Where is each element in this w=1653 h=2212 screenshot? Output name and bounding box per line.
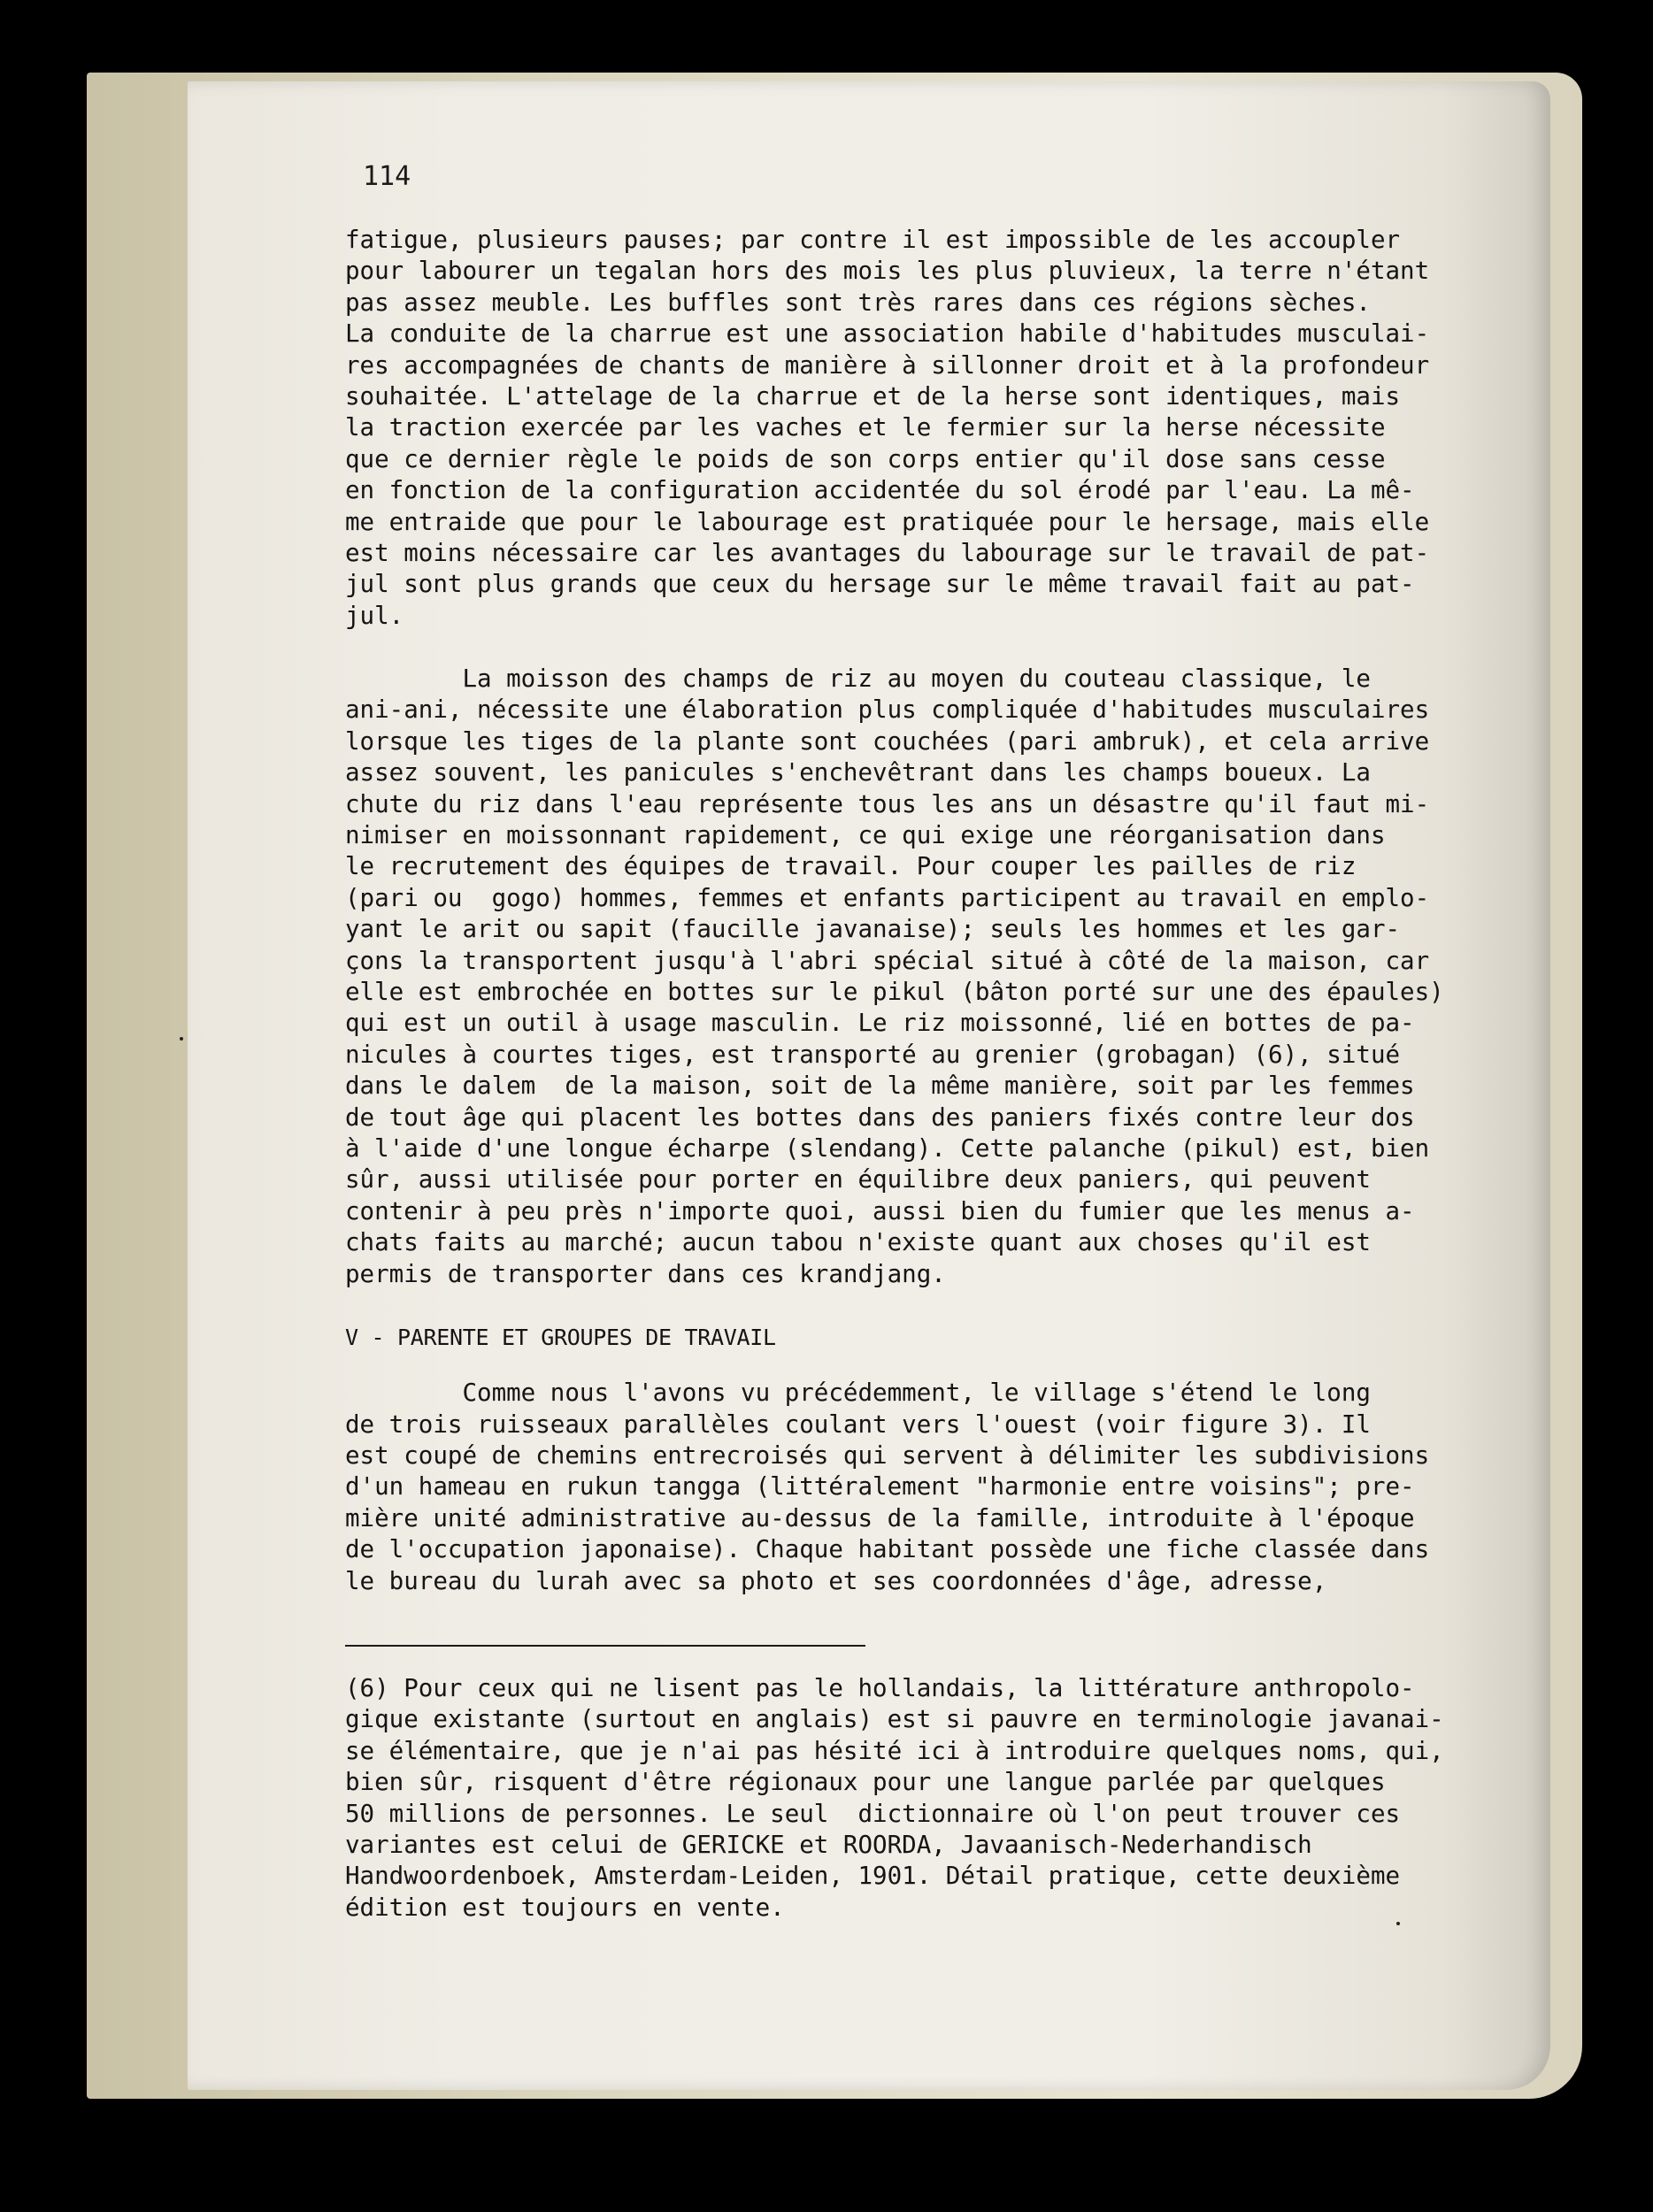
text-line: res accompagnées de chants de manière à sillonner droit et à la profondeur [345,350,1430,380]
text-line: ani-ani, nécessite une élaboration plus compliquée d'habitudes musculaires [345,695,1430,725]
text-line: permis de transporter dans ces krandjang. [345,1259,946,1288]
text-line: le bureau du lurah avec sa photo et ses coordonnées d'âge, adresse, [345,1566,1327,1595]
text-line: me entraide que pour le labourage est pratiquée pour le hersage, mais elle [345,507,1430,536]
text-line: chats faits au marché; aucun tabou n'existe quant aux choses qu'il est [345,1228,1371,1257]
footnote-line: se élémentaire, que je n'ai pas hésité ici à introduire quelques noms, qui, [345,1736,1444,1765]
footnote-line: variantes est celui de GERICKE et ROORDA, Javaanisch-Nederhandisch [345,1830,1312,1859]
text-line: elle est embrochée en bottes sur le pikul (bâton porté sur une des épaules) [345,977,1444,1006]
footnote-6 [345,1673,1487,1924]
text-line: lorsque les tiges de la plante sont couchées (pari ambruk), et cela arrive [345,726,1430,756]
footnote-line: 50 millions de personnes. Le seul dictionnaire où l'on peut trouver ces [345,1799,1401,1828]
text-line: qui est un outil à usage masculin. Le riz moissonné, lié en bottes de pa- [345,1009,1415,1038]
text-line: yant le arit ou sapit (faucille javanaise); seuls les hommes et les gar- [345,915,1401,944]
footnote-line: (6) Pour ceux qui ne lisent pas le hollandais, la littérature anthropolo- [345,1674,1415,1703]
text-line: La conduite de la charrue est une association habile d'habitudes musculai- [345,319,1430,349]
footnote-line: gique existante (surtout en anglais) est si pauvre en terminologie javanai- [345,1705,1444,1734]
page-body [345,225,1487,1924]
text-line: est coupé de chemins entrecroisés qui servent à délimiter les subdivisions [345,1441,1430,1471]
text-line: Comme nous l'avons vu précédemment, le village s'étend le long [345,1379,1371,1408]
paper-speck [180,1037,183,1041]
text-line: pas assez meuble. Les buffles sont très rares dans ces régions sèches. [345,288,1371,317]
paragraph-3 [345,1378,1487,1597]
text-line: le recrutement des équipes de travail. Pour couper les pailles de riz [345,852,1357,881]
text-line: nimiser en moissonnant rapidement, ce qui exige une réorganisation dans [345,821,1386,850]
footnote-separator [345,1645,865,1647]
text-line: la traction exercée par les vaches et le fermier sur la herse nécessite [345,413,1386,442]
text-line: contenir à peu près n'importe quoi, aussi bien du fumier que les menus a- [345,1196,1415,1225]
paragraph-gap [345,1290,1487,1322]
text-line: mière unité administrative au-dessus de la famille, introduite à l'époque [345,1503,1415,1532]
text-line: nicules à courtes tiges, est transporté au grenier (grobagan) (6), situé [345,1040,1401,1069]
paragraph-gap [345,632,1487,664]
text-line: en fonction de la configuration accidentée du sol érodé par l'eau. La mê- [345,476,1415,505]
paragraph-gap [345,1353,1487,1378]
text-line: La moisson des champs de riz au moyen du couteau classique, le [345,664,1371,694]
text-line: fatigue, plusieurs pauses; par contre il est impossible de les accoupler [345,226,1401,254]
text-line: à l'aide d'une longue écharpe (slendang). Cette palanche (pikul) est, bien [345,1133,1430,1163]
footnote-line: édition est toujours en vente. [345,1893,785,1922]
paper-speck [1396,1922,1400,1925]
text-line: de l'occupation japonaise). Chaque habitant possède une fiche classée dans [345,1535,1430,1564]
text-line: que ce dernier règle le poids de son corps entier qu'il dose sans cesse [345,444,1386,473]
text-line: jul. [345,601,404,630]
text-line: de tout âge qui placent les bottes dans des paniers fixés contre leur dos [345,1102,1415,1132]
page-number: 114 [363,161,411,192]
text-line: jul sont plus grands que ceux du hersage sur le même travail fait au pat- [345,570,1415,599]
footnote-line: bien sûr, risquent d'être régionaux pour une langue parlée par quelques [345,1768,1386,1797]
text-line: pour labourer un tegalan hors des mois les plus pluvieux, la terre n'étant [345,257,1430,286]
text-line: est moins nécessaire car les avantages du labourage sur le travail de pat- [345,538,1430,567]
paragraph-1 [345,225,1487,632]
text-line: souhaitée. L'attelage de la charrue et de la herse sont identiques, mais [345,381,1401,411]
text-line: assez souvent, les panicules s'enchevêtrant dans les champs boueux. La [345,758,1371,787]
text-line: de trois ruisseaux parallèles coulant vers l'ouest (voir figure 3). Il [345,1409,1371,1439]
footnote-line: Handwoordenboek, Amsterdam-Leiden, 1901. Détail pratique, cette deuxième [345,1862,1401,1891]
text-line: d'un hameau en rukun tangga (littéralement "harmonie entre voisins"; pre- [345,1472,1415,1502]
text-line: (pari ou gogo) hommes, femmes et enfants participent au travail en emplo- [345,883,1430,912]
text-line: dans le dalem de la maison, soit de la même manière, soit par les femmes [345,1071,1415,1101]
text-line: sûr, aussi utilisée pour porter en équilibre deux paniers, qui peuvent [345,1165,1371,1194]
text-line: çons la transportent jusqu'à l'abri spécial situé à côté de la maison, car [345,946,1430,975]
paragraph-2 [345,664,1487,1290]
text-line: chute du riz dans l'eau représente tous les ans un désastre qu'il faut mi- [345,789,1430,818]
section-heading: V - PARENTE ET GROUPES DE TRAVAIL [345,1324,776,1350]
